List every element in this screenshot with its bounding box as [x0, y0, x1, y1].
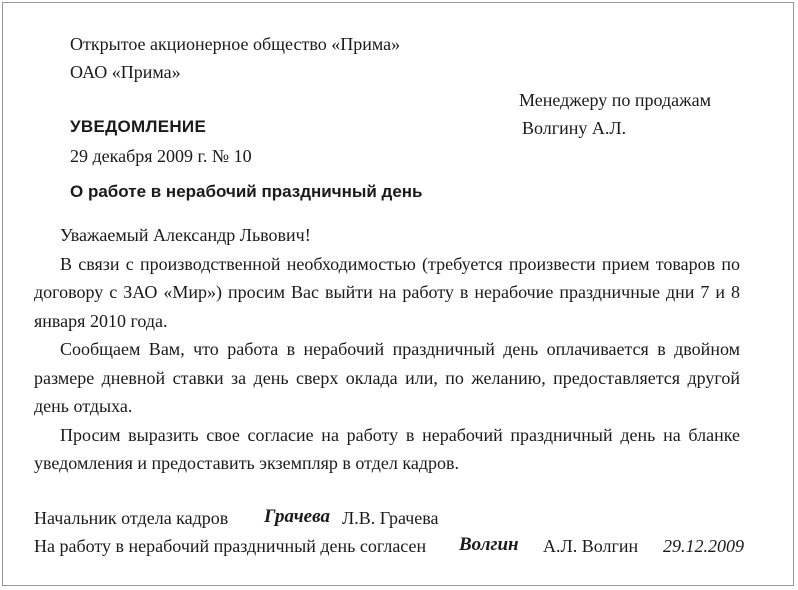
- document-type: УВЕДОМЛЕНИЕ: [70, 117, 207, 136]
- organization-short-name: ОАО «Прима»: [70, 62, 181, 82]
- document-subject: О работе в нерабочий праздничный день: [70, 182, 423, 201]
- body-paragraph: В связи с производственной необходимостью (требуется произвести прием товаров по договору с ЗАО «Мир») просим Вас выйти на работу в нерабочие праздничные дни 7 и 8 января 2010 года.: [34, 253, 740, 331]
- consent-date: 29.12.2009: [663, 536, 744, 556]
- employee-handwritten-signature: Волгин: [459, 534, 519, 555]
- letter-body: [34, 221, 740, 478]
- consent-statement: На работу в нерабочий праздничный день согласен: [34, 536, 427, 556]
- hr-head-name: Л.В. Грачева: [342, 508, 439, 528]
- hr-handwritten-signature: Грачева: [264, 506, 330, 527]
- organization-full-name: Открытое акционерное общество «Прима»: [70, 34, 401, 54]
- body-paragraph: Просим выразить свое согласие на работу в нерабочий праздничный день на бланке уведомления и предоставить экземпляр в отдел кадров.: [34, 424, 740, 473]
- addressee-name: Волгину А.Л.: [522, 118, 627, 138]
- addressee-position: Менеджеру по продажам: [519, 90, 711, 110]
- greeting: Уважаемый Александр Львович!: [60, 225, 311, 245]
- body-paragraph: Сообщаем Вам, что работа в нерабочий праздничный день оплачивается в двойном размере дневной ставки за день сверх оклада или, по желанию, предоставляется другой день отдыха.: [34, 339, 740, 416]
- employee-name: А.Л. Волгин: [543, 536, 639, 556]
- hr-head-title: Начальник отдела кадров: [34, 508, 229, 528]
- document-date-number: 29 декабря 2009 г. № 10: [70, 146, 252, 166]
